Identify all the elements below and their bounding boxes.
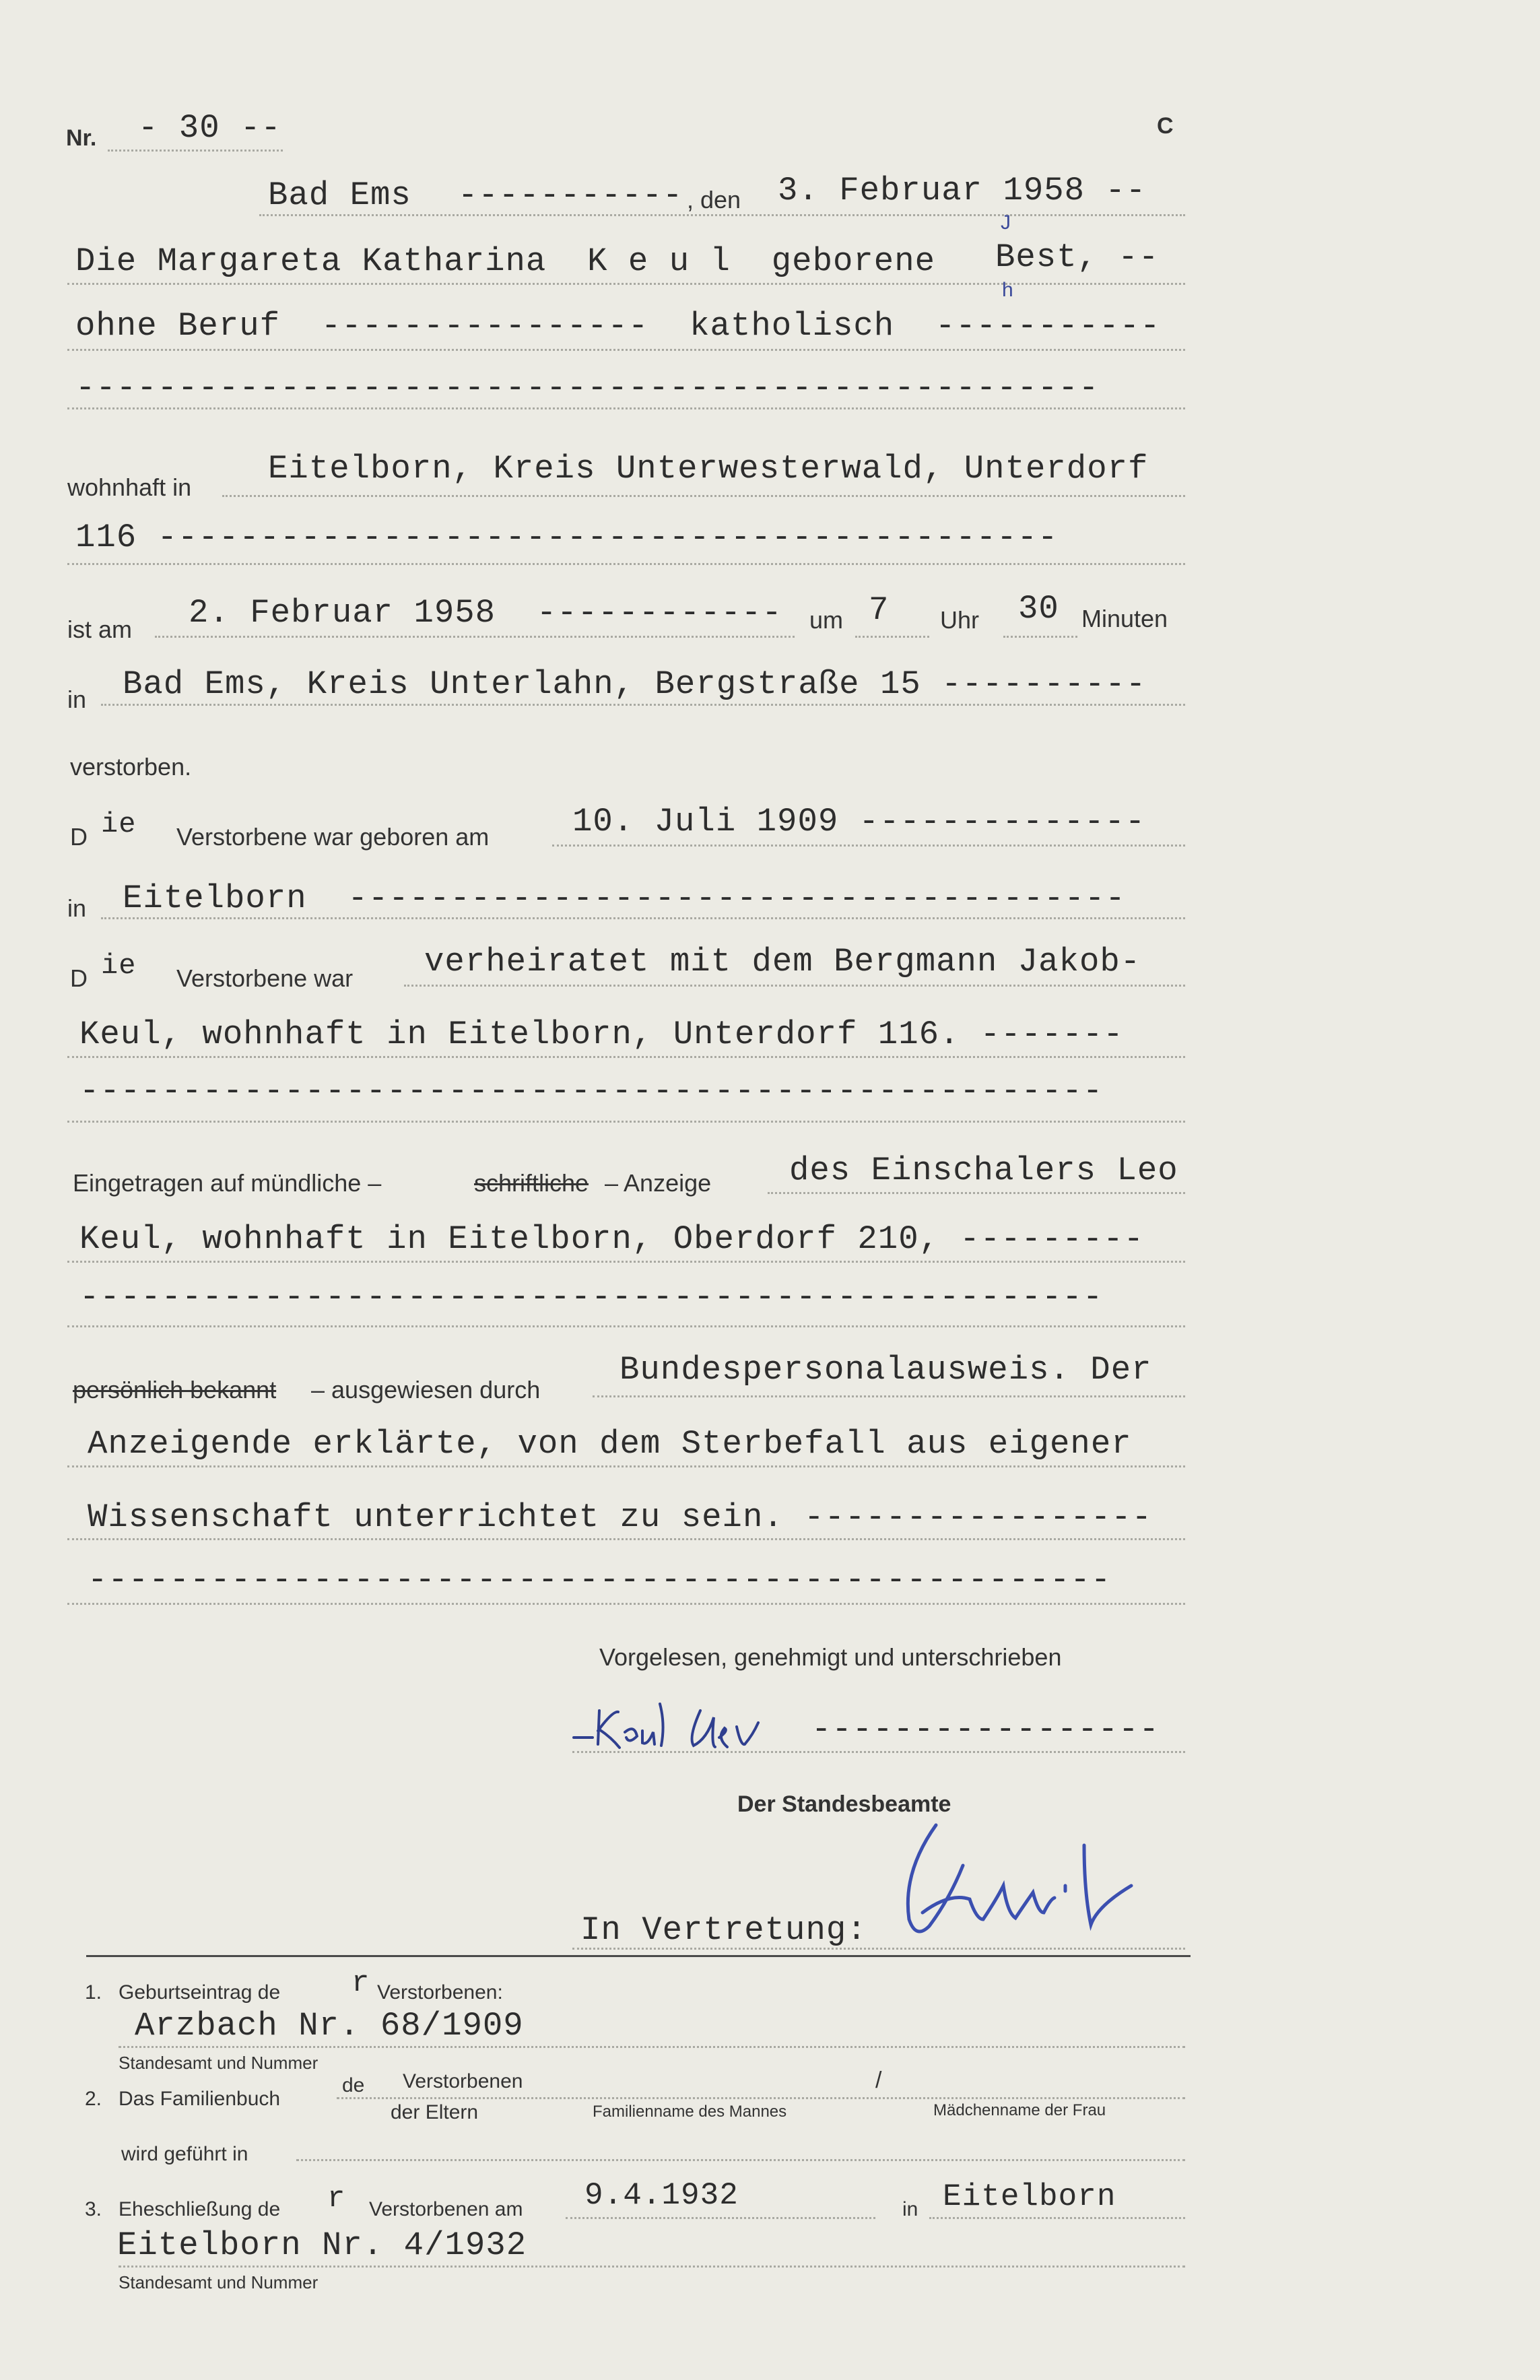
birth-date-line bbox=[552, 845, 1185, 847]
marital-line-2 bbox=[67, 1056, 1185, 1058]
footer-item1-label-a: Geburtseintrag de bbox=[119, 1981, 281, 2004]
footer-item2-de: de bbox=[342, 2074, 365, 2096]
identification-line1: Bundespersonalausweis. Der bbox=[620, 1351, 1152, 1389]
birth-place-line bbox=[101, 917, 1185, 919]
maiden-correction-below: h bbox=[1002, 279, 1013, 301]
identification-dotted-3 bbox=[67, 1538, 1185, 1540]
birth-d-label: D bbox=[70, 823, 88, 851]
informant-line1: des Einschalers Leo bbox=[789, 1152, 1178, 1189]
report-label-b: – Anzeige bbox=[605, 1169, 712, 1197]
residence-number: 116 -------------------------------------------- bbox=[75, 519, 1059, 556]
verstorben-label: verstorben. bbox=[70, 753, 192, 781]
marital-label: Verstorbene war bbox=[176, 964, 354, 992]
marital-status-line3: -------------------------------------------------- bbox=[79, 1072, 1104, 1110]
hour-line bbox=[855, 636, 929, 638]
report-line-2 bbox=[67, 1261, 1185, 1263]
footer-item2-caption-wife: Mädchenname der Frau bbox=[933, 2101, 1106, 2119]
minuten-label: Minuten bbox=[1081, 605, 1168, 632]
series-letter: C bbox=[1157, 113, 1174, 139]
deceased-name-line: Die Margareta Katharina K e u l geborene bbox=[75, 242, 936, 280]
registration-place: Bad Ems bbox=[268, 176, 411, 214]
occupation-line bbox=[67, 349, 1185, 351]
maiden-correction-above: J bbox=[1001, 211, 1011, 234]
minutes-line bbox=[1003, 636, 1077, 638]
identification-label-struck: persönlich bekannt bbox=[73, 1376, 277, 1403]
person-line-3 bbox=[67, 407, 1185, 409]
footer-item1-caption: Standesamt und Nummer bbox=[119, 2053, 319, 2073]
identification-line3: Wissenschaft unterrichtet zu sein. ----------------- bbox=[88, 1498, 1153, 1536]
identification-line2: Anzeigende erklärte, von dem Sterbefall aus eigener bbox=[88, 1425, 1132, 1463]
marital-line-3 bbox=[67, 1121, 1185, 1123]
death-date: 2. Februar 1958 ------------ bbox=[189, 594, 782, 632]
ist-am-label: ist am bbox=[67, 616, 133, 643]
identification-dotted-1 bbox=[593, 1395, 1185, 1397]
footer-item3-place-line bbox=[929, 2217, 1185, 2219]
residence-line-2 bbox=[67, 563, 1185, 565]
marital-d-label: D bbox=[70, 964, 88, 992]
death-date-line bbox=[155, 636, 795, 638]
identification-dotted-4 bbox=[67, 1603, 1185, 1605]
in-vertretung-label: In Vertretung: bbox=[580, 1911, 867, 1949]
registrar-label: Der Standesbeamte bbox=[737, 1791, 951, 1817]
footer-item2-label: Das Familienbuch bbox=[119, 2088, 281, 2110]
footer-item2-caption-husband: Familienname des Mannes bbox=[593, 2103, 787, 2121]
footer-marriage-register: Eitelborn Nr. 4/1932 bbox=[117, 2226, 527, 2264]
footer-item1-letter: r bbox=[351, 1966, 370, 2000]
footer-birth-register: Arzbach Nr. 68/1909 bbox=[135, 2007, 524, 2045]
footer-item2-wird-line bbox=[296, 2159, 1185, 2161]
registrar-signature-line bbox=[572, 1948, 1185, 1950]
footer-separator bbox=[86, 1955, 1191, 1957]
informant-signature bbox=[572, 1697, 788, 1775]
footer-marriage-date: 9.4.1932 bbox=[584, 2178, 739, 2213]
footer-item2-number: 2. bbox=[85, 2088, 102, 2110]
name-line bbox=[67, 283, 1185, 285]
birth-date: 10. Juli 1909 -------------- bbox=[572, 803, 1146, 840]
birth-place-in-label: in bbox=[67, 894, 87, 922]
read-approved-label: Vorgelesen, genehmigt und unterschrieben bbox=[599, 1643, 1062, 1671]
footer-item3-letter: r bbox=[327, 2182, 346, 2216]
footer-item3-label-a: Eheschließung de bbox=[119, 2198, 281, 2220]
marital-status-line1: verheiratet mit dem Bergmann Jakob- bbox=[424, 943, 1141, 981]
footer-item2-option-deceased: Verstorbenen bbox=[403, 2070, 523, 2092]
nr-label: Nr. bbox=[66, 125, 97, 151]
informant-line3: -------------------------------------------------- bbox=[79, 1278, 1104, 1316]
marital-line-1 bbox=[404, 985, 1185, 987]
death-place: Bad Ems, Kreis Unterlahn, Bergstraße 15 ---------- bbox=[123, 665, 1147, 703]
marital-d-suffix: ie bbox=[101, 950, 137, 982]
residence-line bbox=[222, 495, 1185, 497]
identification-label: – ausgewiesen durch bbox=[311, 1376, 541, 1403]
report-line-1 bbox=[768, 1192, 1185, 1194]
um-label: um bbox=[809, 606, 844, 634]
footer-item3-in: in bbox=[902, 2198, 918, 2220]
footer-item3-line bbox=[119, 2266, 1185, 2268]
footer-item1-label-b: Verstorbenen: bbox=[377, 1981, 503, 2004]
nr-dotted-line bbox=[108, 150, 283, 152]
place-date-line bbox=[259, 214, 1185, 216]
death-place-in-label: in bbox=[67, 686, 87, 713]
informant-signature-fill: ----------------- bbox=[811, 1711, 1160, 1748]
report-label-a: Eingetragen auf mündliche – bbox=[73, 1169, 382, 1197]
marital-status-line2: Keul, wohnhaft in Eitelborn, Unterdorf 116. ------- bbox=[79, 1016, 1124, 1053]
registrar-signature bbox=[889, 1812, 1138, 1950]
footer-item1-number: 1. bbox=[85, 1981, 102, 2004]
informant-signature-line bbox=[572, 1751, 1185, 1753]
place-fill: ----------- bbox=[458, 176, 683, 214]
footer-item2-option-parents: der Eltern bbox=[391, 2101, 479, 2123]
report-line-3 bbox=[67, 1325, 1185, 1327]
register-number: - 30 -- bbox=[138, 109, 281, 147]
person-fill-line: -------------------------------------------------- bbox=[75, 369, 1100, 407]
footer-item2-line bbox=[337, 2097, 1185, 2099]
footer-item3-number: 3. bbox=[85, 2198, 102, 2220]
birth-label: Verstorbene war geboren am bbox=[176, 823, 490, 851]
footer-item3-date-line bbox=[566, 2217, 875, 2219]
death-minutes: 30 bbox=[1018, 590, 1059, 628]
den-label: , den bbox=[687, 186, 741, 213]
identification-dotted-2 bbox=[67, 1465, 1185, 1467]
footer-item2-wird: wird geführt in bbox=[121, 2143, 248, 2165]
birth-d-suffix: ie bbox=[101, 808, 137, 840]
occupation-religion: ohne Beruf ---------------- katholisch ----------- bbox=[75, 307, 1161, 345]
residence-address: Eitelborn, Kreis Unterwesterwald, Unterdorf bbox=[268, 450, 1149, 488]
uhr-label: Uhr bbox=[940, 606, 980, 634]
footer-item3-label-b: Verstorbenen am bbox=[369, 2198, 523, 2220]
informant-line2: Keul, wohnhaft in Eitelborn, Oberdorf 210, --------- bbox=[79, 1220, 1145, 1258]
identification-line4: -------------------------------------------------- bbox=[88, 1561, 1112, 1599]
residence-label: wohnhaft in bbox=[67, 473, 192, 501]
maiden-name: Best, -- bbox=[995, 238, 1160, 276]
footer-item3-caption: Standesamt und Nummer bbox=[119, 2272, 319, 2292]
registration-date: 3. Februar 1958 -- bbox=[778, 172, 1147, 209]
footer-item1-line bbox=[119, 2046, 1185, 2048]
death-hour: 7 bbox=[869, 591, 890, 629]
report-label-struck: schriftliche bbox=[474, 1169, 589, 1197]
birth-place: Eitelborn -------------------------------------- bbox=[123, 880, 1126, 917]
footer-marriage-place: Eitelborn bbox=[943, 2179, 1116, 2214]
footer-item2-slash: / bbox=[875, 2068, 882, 2093]
death-place-line bbox=[101, 704, 1185, 706]
